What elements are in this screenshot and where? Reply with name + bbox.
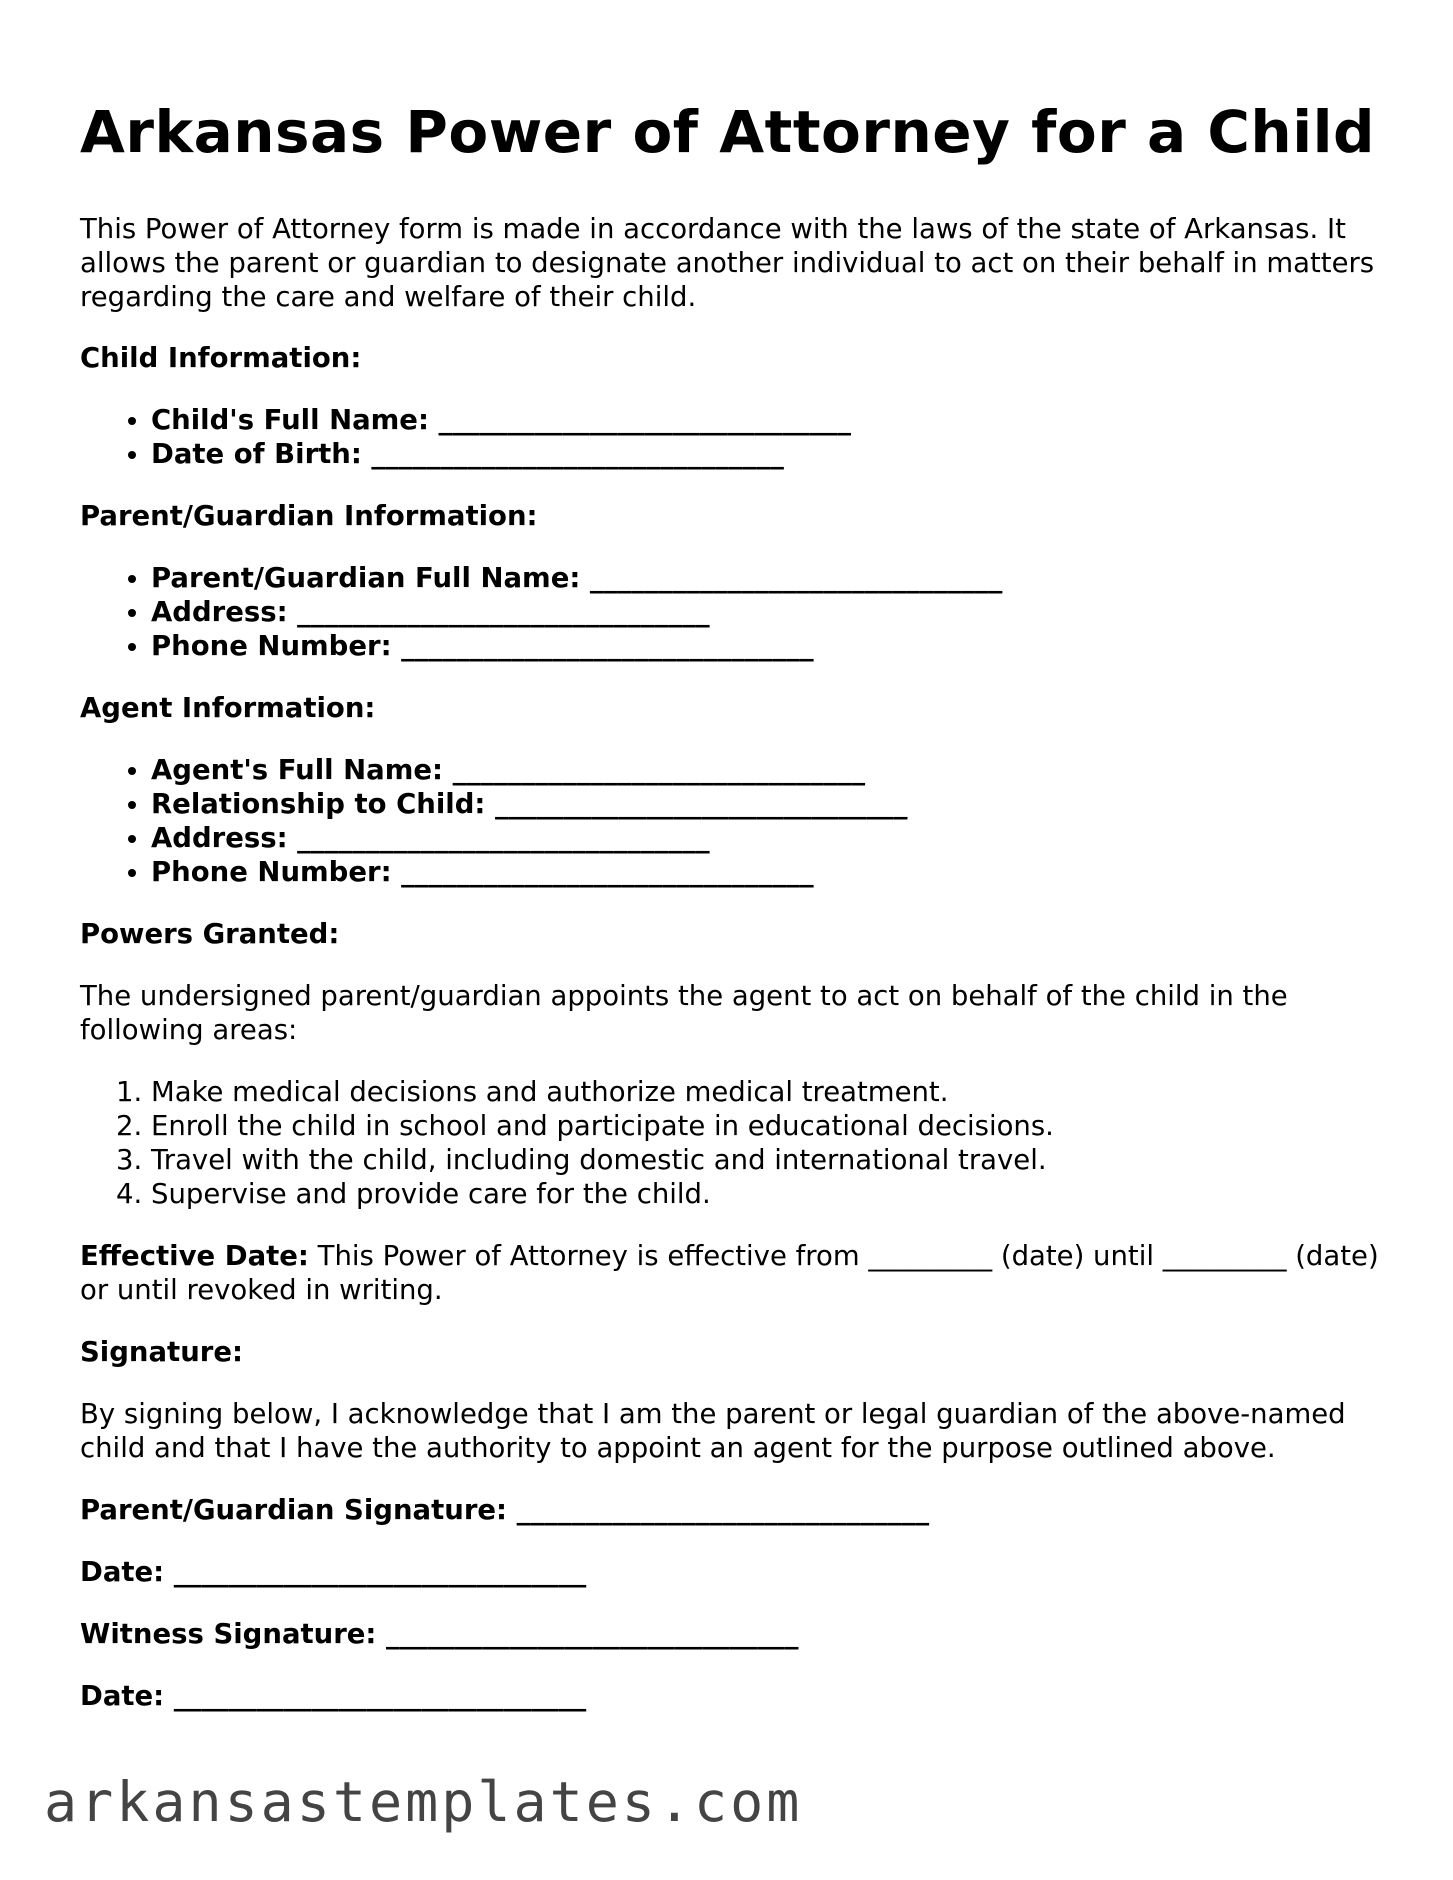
agent-info-heading: Agent Information: <box>80 691 376 724</box>
signature-paragraph: By signing below, I acknowledge that I am the parent or legal guardian of the above-named child and that I have the authority to appoint an agent for the purpose outlined above. <box>80 1397 1346 1464</box>
child-info-list <box>80 403 1380 471</box>
list-item: • Phone Number: ______________________________ <box>151 629 1380 663</box>
list-item: 2. Enroll the child in school and participate in educational decisions. <box>151 1109 1380 1143</box>
list-item: • Address: ______________________________ <box>151 595 1380 629</box>
parent-date-line: Date: ______________________________ <box>80 1555 587 1588</box>
list-item: 3. Travel with the child, including domestic and international travel. <box>151 1143 1380 1177</box>
child-info-heading: Child Information: <box>80 341 362 374</box>
powers-paragraph: The undersigned parent/guardian appoints the agent to act on behalf of the child in the following areas: <box>80 979 1288 1046</box>
list-item: • Phone Number: ______________________________ <box>151 855 1380 889</box>
watermark: arkansastemplates.com <box>44 1770 803 1834</box>
effective-date-paragraph <box>80 1239 1380 1307</box>
list-item: • Child's Full Name: ______________________________ <box>151 403 1380 437</box>
parent-signature-line: Parent/Guardian Signature: ______________________________ <box>80 1493 930 1526</box>
effective-date-text: This Power of Attorney is effective from _________ (date) until _________ (date) or until revoked in writing. <box>80 1239 1379 1306</box>
document-title: Arkansas Power of Attorney for a Child <box>80 98 1375 166</box>
signature-heading: Signature: <box>80 1335 243 1368</box>
list-item: • Date of Birth: ______________________________ <box>151 437 1380 471</box>
list-item: • Parent/Guardian Full Name: ______________________________ <box>151 561 1380 595</box>
agent-info-list <box>80 753 1380 889</box>
list-item: • Agent's Full Name: ______________________________ <box>151 753 1380 787</box>
list-item: • Relationship to Child: ______________________________ <box>151 787 1380 821</box>
powers-list <box>80 1075 1380 1211</box>
parent-info-list <box>80 561 1380 663</box>
list-item: 4. Supervise and provide care for the child. <box>151 1177 1380 1211</box>
effective-date-label: Effective Date: <box>80 1239 309 1272</box>
witness-date-line: Date: ______________________________ <box>80 1679 587 1712</box>
document-page <box>80 98 1380 1741</box>
intro-paragraph: This Power of Attorney form is made in accordance with the laws of the state of Arkansas. It allows the parent or guardian to designate another individual to act on their behalf in matters regarding the care and welfare of their child. <box>80 212 1375 313</box>
list-item: • Address: ______________________________ <box>151 821 1380 855</box>
list-item: 1. Make medical decisions and authorize medical treatment. <box>151 1075 1380 1109</box>
parent-info-heading: Parent/Guardian Information: <box>80 499 538 532</box>
witness-signature-line: Witness Signature: ______________________________ <box>80 1617 799 1650</box>
powers-heading: Powers Granted: <box>80 917 340 950</box>
